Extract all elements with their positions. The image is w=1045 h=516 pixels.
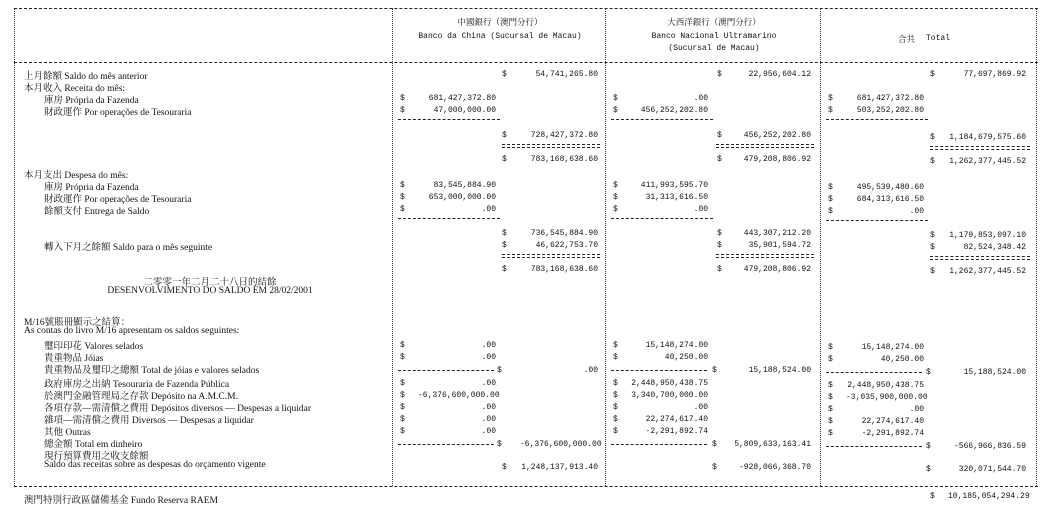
- bnu-entrega-saldo: .00: [693, 205, 708, 214]
- rule: [826, 446, 922, 447]
- currency-symbol: $: [613, 106, 618, 115]
- total-subtotal-despesa: 1,179,853,097.10: [949, 231, 1026, 240]
- currency-symbol: $: [502, 241, 507, 250]
- boc-subtotal-receita: 728,427,372.80: [530, 131, 598, 140]
- currency-symbol: $: [613, 341, 618, 350]
- label-tesouraria-fp: 政府庫房之出納 Tesouraria de Fazenda Pública: [44, 380, 230, 390]
- currency-symbol: $: [926, 465, 931, 474]
- total-outras: -2,291,892.74: [861, 429, 924, 438]
- currency-symbol: $: [613, 193, 618, 202]
- currency-symbol: $: [930, 70, 935, 79]
- header-boc-pt: Banco da China (Sucursal de Macau): [418, 32, 582, 41]
- label-tesouraria-receita: 財政運作 Por operações de Tesouraria: [44, 108, 192, 118]
- currency-symbol: $: [717, 265, 722, 274]
- currency-symbol: $: [926, 368, 931, 377]
- currency-symbol: $: [930, 267, 935, 276]
- currency-symbol: $: [613, 427, 618, 436]
- bottom-border: [14, 486, 1038, 487]
- double-rule: [716, 254, 814, 258]
- header-total-pt: Total: [926, 34, 951, 43]
- total-total-receita: 1,262,377,445.52: [949, 157, 1026, 166]
- boc-entrega-saldo: .00: [481, 205, 496, 214]
- header-bnu-zh: 大西洋銀行（澳門分行）: [667, 18, 761, 28]
- currency-symbol: $: [400, 391, 405, 400]
- total-propria-receita: 681,427,372.80: [856, 94, 924, 103]
- currency-symbol: $: [613, 94, 618, 103]
- currency-symbol: $: [502, 463, 507, 472]
- boc-total-joias: .00: [583, 366, 598, 375]
- currency-symbol: $: [613, 205, 618, 214]
- currency-symbol: $: [828, 94, 833, 103]
- currency-symbol: $: [400, 403, 405, 412]
- currency-symbol: $: [502, 131, 507, 140]
- label-outras: 其他 Outras: [44, 428, 91, 438]
- total-tesouraria-receita: 503,252,202.80: [856, 106, 924, 115]
- currency-symbol: $: [828, 393, 833, 402]
- rule: [398, 218, 500, 219]
- bnu-outras: -2,291,892.74: [645, 427, 708, 436]
- currency-symbol: $: [497, 440, 502, 449]
- currency-symbol: $: [717, 229, 722, 238]
- rule: [398, 444, 494, 445]
- bnu-deposito-amcm: 3,340,700,000.00: [631, 391, 708, 400]
- total-total-joias: 15,188,524.00: [963, 368, 1026, 377]
- header-boc-zh: 中國銀行（澳門分行）: [457, 18, 543, 28]
- rule: [611, 119, 713, 120]
- currency-symbol: $: [400, 205, 405, 214]
- boc-outras: .00: [481, 427, 496, 436]
- boc-total-dinheiro: -6,376,600,000.00: [520, 440, 602, 449]
- boc-depositos-diversos: .00: [481, 403, 496, 412]
- total-subtotal-receita: 1,184,679,575.60: [949, 133, 1026, 142]
- double-rule: [502, 144, 600, 148]
- currency-symbol: $: [400, 193, 405, 202]
- currency-symbol: $: [502, 229, 507, 238]
- bnu-total-receita: 479,208,806.92: [743, 155, 811, 164]
- total-tesouraria-fp: 2,448,950,438.75: [847, 381, 924, 390]
- currency-symbol: $: [828, 183, 833, 192]
- label-saldo-anterior: 上月餘額 Saldo do mês anterior: [24, 72, 148, 82]
- boc-tesouraria-despesa: 653,000,000.00: [428, 193, 496, 202]
- label-saldo-receitas: Saldo das receitas sobre as despesas do orçamento vigente: [44, 460, 266, 470]
- currency-symbol: $: [400, 415, 405, 424]
- currency-symbol: $: [400, 106, 405, 115]
- label-valores-selados: 璽印印花 Valores selados: [44, 342, 144, 352]
- rule: [826, 372, 922, 373]
- currency-symbol: $: [828, 381, 833, 390]
- boc-propria-receita: 681,427,372.80: [428, 94, 496, 103]
- label-joias: 貴重物品 Jóias: [44, 354, 104, 364]
- currency-symbol: $: [828, 417, 833, 426]
- col-separator-2: [605, 8, 606, 486]
- bnu-tesouraria-receita: 456,252,202.80: [640, 106, 708, 115]
- boc-deposito-amcm: -6,376,600,000.00: [418, 391, 500, 400]
- total-saldo-anterior: 77,697,869.92: [963, 70, 1026, 79]
- bnu-depositos-diversos: .00: [693, 403, 708, 412]
- currency-symbol: $: [400, 427, 405, 436]
- label-propria-receita: 庫房 Própria da Fazenda: [44, 96, 139, 106]
- bnu-saldo-seguinte: 35,901,594.72: [748, 241, 811, 250]
- currency-symbol: $: [828, 355, 833, 364]
- rule: [611, 218, 713, 219]
- currency-symbol: $: [717, 131, 722, 140]
- total-propria-despesa: 495,539,480.60: [856, 183, 924, 192]
- currency-symbol: $: [926, 442, 931, 451]
- header-bnu-pt1: Banco Nacional Ultramarino: [651, 32, 777, 41]
- label-diversos: 雜項—需清償之費用 Diversos — Despesas a liquidar: [44, 416, 254, 426]
- bnu-diversos: 22,274,617.40: [645, 415, 708, 424]
- bnu-total-dinheiro: 5,809,633,163.41: [734, 440, 811, 449]
- rule: [398, 119, 500, 120]
- boc-joias: .00: [481, 353, 496, 362]
- currency-symbol: $: [828, 429, 833, 438]
- col-separator-1: [392, 8, 393, 486]
- bnu-tesouraria-despesa: 31,313,616.50: [645, 193, 708, 202]
- label-total-joias: 貴重物品及璽印之總額 Total de jóias e valores selados: [44, 366, 260, 376]
- currency-symbol: $: [828, 106, 833, 115]
- currency-symbol: $: [828, 207, 833, 216]
- currency-symbol: $: [828, 343, 833, 352]
- boc-saldo-seguinte: 46,622,753.70: [535, 241, 598, 250]
- currency-symbol: $: [400, 379, 405, 388]
- currency-symbol: $: [712, 440, 717, 449]
- currency-symbol: $: [613, 353, 618, 362]
- label-orcamento-zh: 現行預算費用之收支餘額: [44, 452, 149, 462]
- boc-total-receita: 783,168,638.60: [530, 155, 598, 164]
- total-total-despesa: 1,262,377,445.52: [949, 267, 1026, 276]
- currency-symbol: $: [400, 94, 405, 103]
- currency-symbol: $: [930, 157, 935, 166]
- currency-symbol: $: [930, 133, 935, 142]
- total-valores-selados: 15,148,274.00: [861, 343, 924, 352]
- header-bnu-pt2: (Sucursal de Macau): [668, 44, 760, 53]
- label-depositos-diversos: 各項存款—需清償之費用 Depósitos diversos — Despesas a liquidar: [44, 404, 312, 414]
- rule: [826, 119, 928, 120]
- currency-symbol: $: [400, 341, 405, 350]
- double-rule: [930, 146, 1030, 150]
- total-joias: 40,250.00: [880, 355, 924, 364]
- desenvolvimento-zh: 二零零一年二月二十八日的結餘: [143, 278, 277, 288]
- currency-symbol: $: [712, 463, 717, 472]
- header-total-zh: 合共: [898, 35, 916, 45]
- total-diversos: 22,274,617.40: [861, 417, 924, 426]
- currency-symbol: $: [497, 366, 502, 375]
- currency-symbol: $: [613, 415, 618, 424]
- total-tesouraria-despesa: 684,313,616.50: [856, 195, 924, 204]
- header-divider: [14, 62, 1038, 63]
- label-propria-despesa: 庫房 Própria da Fazenda: [44, 183, 139, 193]
- double-rule: [502, 254, 600, 258]
- bnu-saldo-receitas: -928,066,368.70: [738, 463, 811, 472]
- left-border: [14, 8, 15, 486]
- boc-tesouraria-fp: .00: [481, 379, 496, 388]
- currency-symbol: $: [502, 70, 507, 79]
- m16-title: M/16號賬冊顯示之結算：: [24, 318, 131, 328]
- currency-symbol: $: [613, 181, 618, 190]
- rule: [398, 370, 494, 371]
- total-deposito-amcm: -3,035,900,000.00: [846, 393, 928, 402]
- currency-symbol: $: [930, 231, 935, 240]
- label-saldo-seguinte: 轉入下月之餘額 Saldo para o mês seguinte: [44, 243, 213, 253]
- bnu-propria-receita: .00: [693, 94, 708, 103]
- rule: [826, 220, 928, 221]
- boc-total-despesa: 783,168,638.60: [530, 265, 598, 274]
- label-fundo-reserva: 澳門特別行政區儲備基金 Fundo Reserva RAEM: [24, 496, 218, 506]
- bnu-tesouraria-fp: 2,448,950,438.75: [631, 379, 708, 388]
- double-rule: [716, 144, 814, 148]
- total-saldo-receitas: 320,071,544.70: [958, 465, 1026, 474]
- currency-symbol: $: [717, 241, 722, 250]
- label-despesa-title: 本月支出 Despesa do mês:: [24, 171, 129, 181]
- currency-symbol: $: [930, 492, 935, 501]
- bnu-total-joias: 15,188,524.00: [748, 366, 811, 375]
- boc-diversos: .00: [481, 415, 496, 424]
- boc-saldo-receitas: 1,248,137,913.40: [521, 463, 598, 472]
- bnu-subtotal-receita: 456,252,202.80: [743, 131, 811, 140]
- currency-symbol: $: [613, 379, 618, 388]
- desenvolvimento-pt: DESENVOLVIMENTO DO SALDO EM 28/02/2001: [107, 286, 313, 296]
- total-total-dinheiro: -566,966,836.59: [953, 442, 1026, 451]
- col-separator-3: [820, 8, 821, 486]
- total-saldo-seguinte: 82,524,348.42: [963, 243, 1026, 252]
- currency-symbol: $: [502, 155, 507, 164]
- label-total-dinheiro: 總金額 Total em dinheiro: [44, 440, 143, 450]
- currency-symbol: $: [613, 403, 618, 412]
- top-border: [14, 8, 1038, 9]
- label-entrega-saldo: 餘額支付 Entrega de Saldo: [44, 207, 150, 217]
- bnu-joias: 40,250.00: [664, 353, 708, 362]
- currency-symbol: $: [502, 265, 507, 274]
- currency-symbol: $: [828, 405, 833, 414]
- rule: [611, 370, 707, 371]
- currency-symbol: $: [400, 353, 405, 362]
- bnu-valores-selados: 15,148,274.00: [645, 341, 708, 350]
- label-receita-title: 本月收入 Receita do mês:: [24, 84, 126, 94]
- currency-symbol: $: [717, 70, 722, 79]
- label-deposito-amcm: 於澳門金融管理局之存款 Depósito na A.M.C.M.: [44, 392, 238, 402]
- currency-symbol: $: [712, 366, 717, 375]
- boc-subtotal-despesa: 736,545,884.90: [530, 229, 598, 238]
- boc-tesouraria-receita: 47,000,000.00: [433, 106, 496, 115]
- label-tesouraria-despesa: 財政運作 Por operações de Tesouraria: [44, 195, 192, 205]
- currency-symbol: $: [613, 391, 618, 400]
- boc-propria-despesa: 83,545,884.90: [433, 181, 496, 190]
- bnu-propria-despesa: 411,993,595.70: [640, 181, 708, 190]
- currency-symbol: $: [828, 195, 833, 204]
- currency-symbol: $: [930, 243, 935, 252]
- total-fundo-reserva: 10,185,054,294.29: [948, 492, 1030, 501]
- bnu-saldo-anterior: 22,956,604.12: [748, 70, 811, 79]
- currency-symbol: $: [717, 155, 722, 164]
- total-entrega-saldo: .00: [909, 207, 924, 216]
- bnu-subtotal-despesa: 443,307,212.20: [743, 229, 811, 238]
- m16-subtitle: As contas do livro M/16 apresentam os saldos seguintes:: [24, 326, 240, 336]
- rule: [611, 444, 707, 445]
- double-rule: [930, 256, 1030, 260]
- currency-symbol: $: [400, 181, 405, 190]
- total-depositos-diversos: .00: [909, 405, 924, 414]
- right-border: [1036, 8, 1037, 486]
- bnu-total-despesa: 479,208,806.92: [743, 265, 811, 274]
- boc-saldo-anterior: 54,741,265.80: [535, 70, 598, 79]
- boc-valores-selados: .00: [481, 341, 496, 350]
